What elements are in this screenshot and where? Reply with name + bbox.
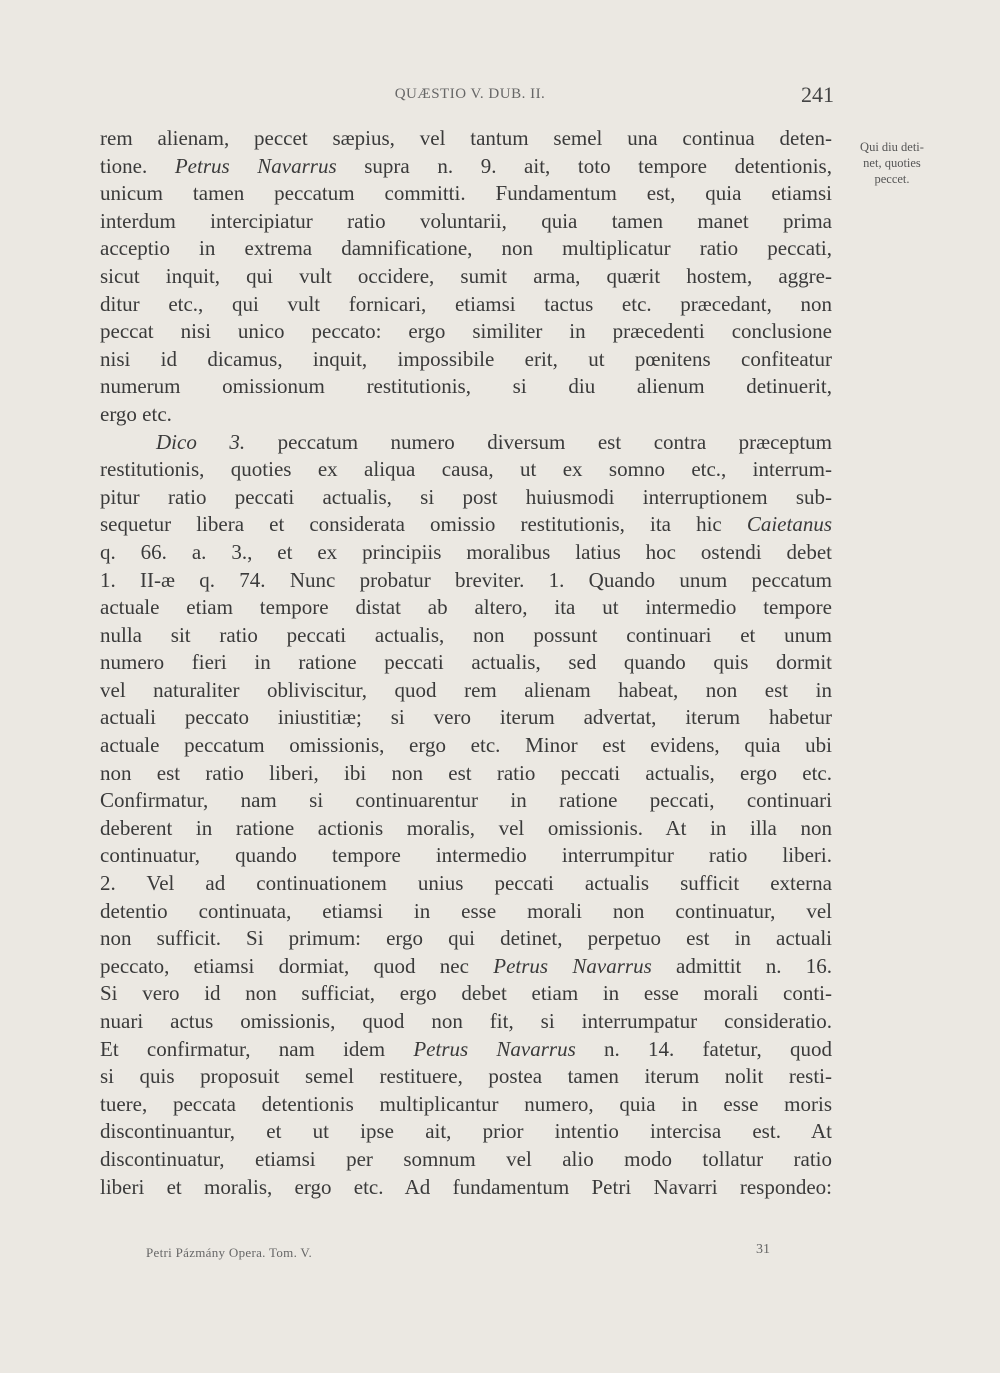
text-line <box>100 346 832 374</box>
marginal-note-line: peccet. <box>874 172 910 186</box>
italic-name: Dico 3. <box>156 429 246 454</box>
marginal-note-line: Qui diu deti- <box>860 140 924 154</box>
text-line <box>100 1063 832 1091</box>
text-segment: ditur etc., qui vult fornicari, etiamsi tactus etc. præcedant, non <box>100 291 832 316</box>
text-segment: interdum intercipiatur ratio voluntarii, quia tamen manet prima <box>100 208 832 233</box>
running-head <box>100 82 840 112</box>
text-line <box>100 815 832 843</box>
text-segment: vel naturaliter obliviscitur, quod rem alienam habeat, non est in <box>100 677 832 702</box>
text-line <box>100 870 832 898</box>
marginal-note-line: net, quoties <box>863 156 921 170</box>
text-line <box>100 567 832 595</box>
text-segment: nuari actus omissionis, quod non fit, si interrumpatur consideratio. <box>100 1009 832 1033</box>
text-segment: acceptio in extrema damnificatione, non multiplicatur ratio peccati, <box>100 236 832 261</box>
text-segment: peccato, etiamsi dormiat, quod nec <box>100 953 494 978</box>
text-line <box>100 1146 832 1174</box>
text-line <box>100 318 832 346</box>
text-segment: Si vero id non sufficiat, ergo debet etiam in esse morali conti- <box>100 981 832 1006</box>
text-line <box>100 704 832 732</box>
running-title: QUÆSTIO V. DUB. II. <box>394 86 546 102</box>
text-segment: restitutionis, quoties ex aliqua causa, ut ex somno etc., interrum- <box>100 457 832 482</box>
text-segment: n. 14. fatetur, quod <box>575 1036 832 1061</box>
text-segment: deberent in ratione actionis moralis, vel omissionis. At in illa non <box>100 815 832 840</box>
body-text <box>100 125 832 1201</box>
text-line <box>100 429 832 457</box>
footer-signature-left: Petri Pázmány Opera. Tom. V. <box>146 1245 312 1260</box>
text-segment: q. 66. a. 3., et ex principiis moralibus latius hoc ostendi debet <box>100 539 832 564</box>
text-segment: numerum omissionum restitutionis, si diu alienum detinuerit, <box>100 374 832 399</box>
text-segment: non est ratio liberi, ibi non est ratio peccati actualis, ergo etc. <box>100 760 832 785</box>
text-line <box>100 594 832 622</box>
marginal-note <box>846 139 938 187</box>
text-line <box>100 291 832 319</box>
text-segment: discontinuatur, etiamsi per somnum vel alio modo tollatur ratio <box>100 1146 832 1171</box>
text-line <box>100 1174 832 1202</box>
text-line <box>100 539 832 567</box>
text-line <box>100 898 832 926</box>
text-segment: detentio continuata, etiamsi in esse morali non continuatur, vel <box>100 898 832 923</box>
text-segment: ergo etc. <box>100 401 172 426</box>
text-segment: numero fieri in ratione peccati actualis, sed quando quis dormit <box>100 650 832 675</box>
text-line <box>100 401 832 429</box>
text-line <box>100 953 832 981</box>
text-segment: nulla sit ratio peccati actualis, non possunt continuari et unum <box>100 622 832 647</box>
text-line <box>100 180 832 208</box>
text-segment: peccatum numero diversum est contra præceptum <box>245 429 832 454</box>
text-segment: Et confirmatur, nam idem <box>100 1036 414 1061</box>
text-segment: pitur ratio peccati actualis, si post huiusmodi interruptionem sub- <box>100 484 832 509</box>
text-line <box>100 787 832 815</box>
text-segment: sicut inquit, qui vult occidere, sumit arma, quærit hostem, aggre- <box>100 263 832 288</box>
text-line <box>100 1118 832 1146</box>
text-line <box>100 980 832 1008</box>
text-line <box>100 235 832 263</box>
text-segment: 2. Vel ad continuationem unius peccati actualis sufficit externa <box>100 871 832 896</box>
italic-name: Caietanus <box>746 512 832 537</box>
text-line <box>100 125 832 153</box>
italic-name: Petrus Navarrus <box>413 1036 576 1061</box>
text-segment: continuatur, quando tempore intermedio interrumpitur ratio liberi. <box>100 843 832 868</box>
text-line <box>100 484 832 512</box>
text-segment: actuale peccatum omissionis, ergo etc. Minor est evidens, quia ubi <box>100 733 832 758</box>
text-segment: non sufficit. Si primum: ergo qui detinet, perpetuo est in actuali <box>100 926 832 951</box>
text-line <box>100 760 832 788</box>
text-line <box>100 677 832 705</box>
text-segment: tione. <box>100 153 175 178</box>
text-segment: discontinuantur, et ut ipse ait, prior intentio intercisa est. At <box>100 1119 832 1144</box>
text-line <box>100 1008 832 1036</box>
text-segment: supra n. 9. ait, toto tempore detentionis, <box>336 153 832 178</box>
text-segment: actuale etiam tempore distat ab altero, ita ut intermedio tempore <box>100 595 832 620</box>
text-segment: sequetur libera et considerata omissio restitutionis, ita hic <box>100 512 747 537</box>
text-segment: tuere, peccata detentionis multiplicantur numero, quia in esse moris <box>100 1091 832 1116</box>
italic-name: Petrus Navarrus <box>493 953 652 978</box>
text-line <box>100 511 832 539</box>
text-line <box>100 842 832 870</box>
text-segment: peccat nisi unico peccato: ergo similiter in præcedenti conclusione <box>100 319 832 344</box>
footer-signature-right: 31 <box>756 1242 770 1257</box>
text-line <box>100 732 832 760</box>
page-number: 241 <box>801 82 834 107</box>
text-line <box>100 649 832 677</box>
text-segment: rem alienam, peccet sæpius, vel tantum semel una continua deten- <box>100 126 832 150</box>
text-line <box>100 1036 832 1064</box>
text-segment: admittit n. 16. <box>651 953 832 978</box>
text-segment: nisi id dicamus, inquit, impossibile erit, ut pœnitens confiteatur <box>100 346 832 371</box>
text-segment: 1. II-æ q. 74. Nunc probatur breviter. 1. Quando unum peccatum <box>100 567 832 592</box>
text-segment: si quis proposuit semel restituere, postea tamen iterum nolit resti- <box>100 1064 832 1089</box>
text-segment: Confirmatur, nam si continuarentur in ratione peccati, continuari <box>100 788 832 813</box>
text-line <box>100 208 832 236</box>
text-line <box>100 622 832 650</box>
text-line <box>100 153 832 181</box>
italic-name: Petrus Navarrus <box>174 153 337 178</box>
text-segment: unicum tamen peccatum committi. Fundamentum est, quia etiamsi <box>100 181 832 206</box>
text-segment: liberi et moralis, ergo etc. Ad fundamentum Petri Navarri respondeo: <box>100 1174 832 1199</box>
text-line <box>100 1091 832 1119</box>
text-line <box>100 456 832 484</box>
text-line <box>100 263 832 291</box>
text-line <box>100 925 832 953</box>
text-segment: actuali peccato iniustitiæ; si vero iterum advertat, iterum habetur <box>100 705 832 730</box>
text-line <box>100 373 832 401</box>
